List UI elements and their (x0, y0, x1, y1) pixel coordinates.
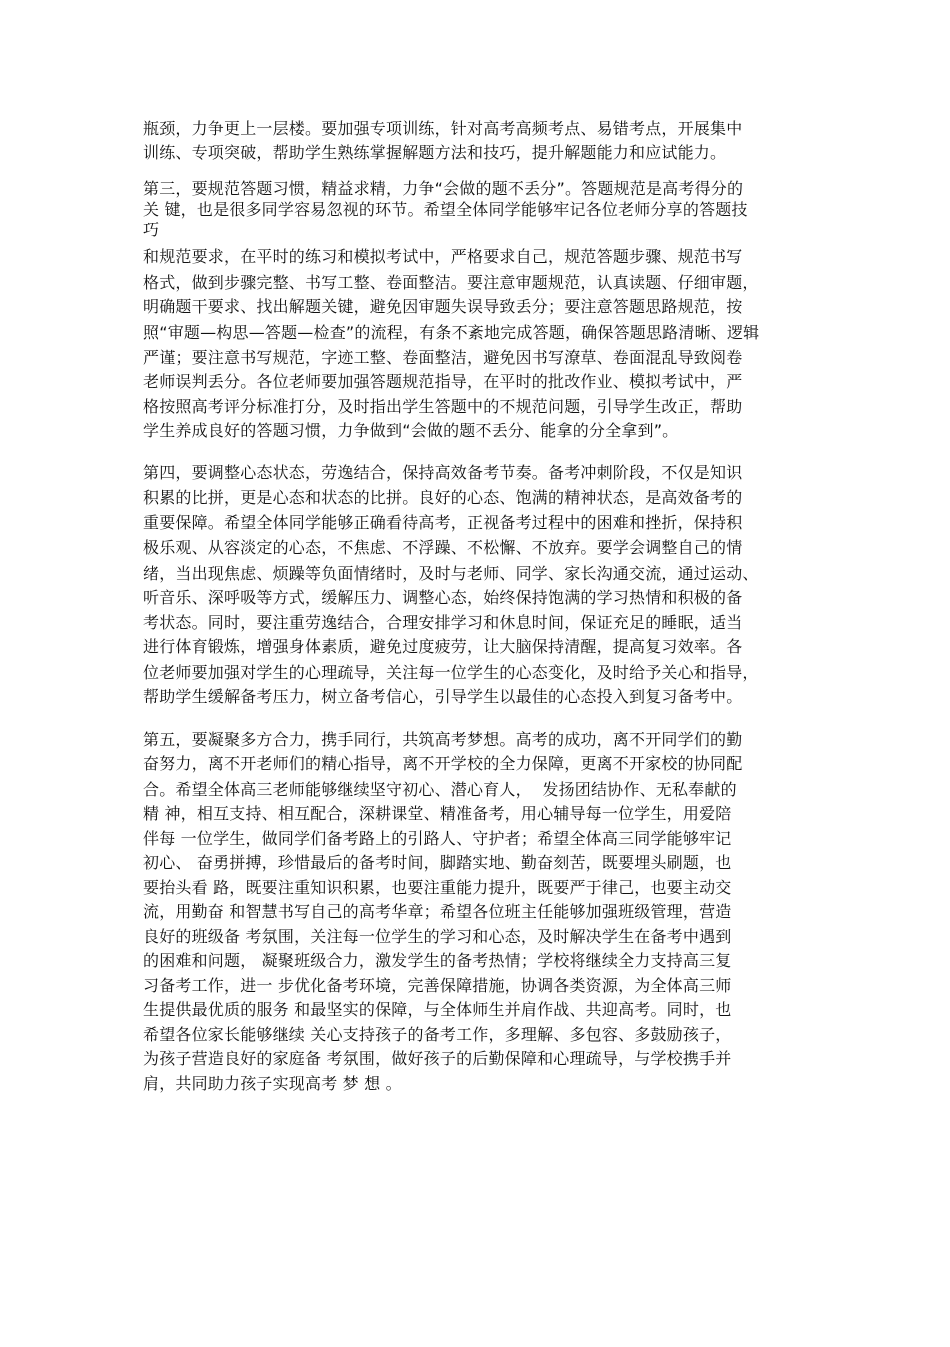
text-line: 第三，要规范答题习惯，精益求精，力争“会做的题不丢分”。答题规范是高考得分的 (143, 179, 744, 198)
text-line: 肩，共同助力孩子实现高考 梦 想 。 (143, 1074, 402, 1093)
text-line: 希望各位家长能够继续 关心支持孩子的备考工作，多理解、多包容、多鼓励孩子， (143, 1025, 732, 1044)
text-line: 为孩子营造良好的家庭备 考氛围，做好孩子的后勤保障和心理疏导，与学校携手并 (143, 1049, 732, 1068)
text-line: 考状态。同时，要注重劳逸结合，合理安排学习和休息时间，保证充足的睡眠，适当 (143, 613, 743, 632)
text-line: 进行体育锻炼，增强身体素质，避免过度疲劳，让大脑保持清醒，提高复习效率。各 (143, 637, 743, 656)
text-line: 要抬头看 路，既要注重知识积累，也要注重能力提升，既要严于律己，也要主动交 (143, 878, 732, 897)
text-line: 习备考工作，进一 步优化备考环境，完善保障措施，协调各类资源，为全体高三师 (143, 976, 732, 995)
text-line: 积累的比拼，更是心态和状态的比拼。良好的心态、饱满的精神状态，是高效备考的 (143, 488, 743, 507)
text-line: 流，用勤奋 和智慧书写自己的高考华章；希望各位班主任能够加强班级管理，营造 (143, 902, 732, 921)
text-line: 帮助学生缓解备考压力，树立备考信心，引导学生以最佳的心态投入到复习备考中。 (143, 687, 743, 706)
text-line: 巧 (143, 220, 160, 239)
text-line: 精 神，相互支持、相互配合，深耕课堂、精准备考，用心辅导每一位学生，用爱陪 (143, 804, 732, 823)
text-line: 良好的班级备 考氛围，关注每一位学生的学习和心态，及时解决学生在备考中遇到 (143, 927, 732, 946)
text-line: 和规范要求，在平时的练习和模拟考试中，严格要求自己，规范答题步骤、规范书写 (143, 247, 743, 266)
text-line: 第四，要调整心态状态，劳逸结合，保持高效备考节奏。备考冲刺阶段，不仅是知识 (143, 463, 743, 482)
text-line: 照“审题—构思—答题—检查”的流程，有条不紊地完成答题，确保答题思路清晰、逻辑 (143, 323, 760, 342)
text-line: 伴每 一位学生，做同学们备考路上的引路人、守护者；希望全体高三同学能够牢记 (143, 829, 732, 848)
text-line: 奋努力，离不开老师们的精心指导，离不开学校的全力保障，更离不开家校的协同配 (143, 754, 743, 773)
text-line: 绪，当出现焦虑、烦躁等负面情绪时，及时与老师、同学、家长沟通交流，通过运动、 (143, 564, 759, 583)
text-line: 极乐观、从容淡定的心态，不焦虑、不浮躁、不松懈、不放弃。要学会调整自己的情 (143, 538, 743, 557)
text-line: 格按照高考评分标准打分，及时指出学生答题中的不规范问题，引导学生改正，帮助 (143, 397, 743, 416)
text-line: 关 键，也是很多同学容易忽视的环节。希望全体同学能够牢记各位老师分享的答题技 (143, 200, 748, 219)
text-line: 老师误判丢分。各位老师要加强答题规范指导，在平时的批改作业、模拟考试中，严 (143, 372, 743, 391)
text-line: 初心、 奋勇拼搏，珍惜最后的备考时间，脚踏实地、勤奋刻苦，既要埋头刷题，也 (143, 853, 732, 872)
text-line: 合。希望全体高三老师能够继续坚守初心、潜心育人， 发扬团结协作、无私奉献的 (143, 780, 737, 799)
text-line: 严谨；要注意书写规范，字迹工整、卷面整洁，避免因书写潦草、卷面混乱导致阅卷 (143, 348, 743, 367)
text-line: 听音乐、深呼吸等方式，缓解压力、调整心态，始终保持饱满的学习热情和积极的备 (143, 588, 743, 607)
text-line: 瓶颈，力争更上一层楼。要加强专项训练，针对高考高频考点、易错考点，开展集中 (143, 119, 743, 138)
text-line: 训练、专项突破，帮助学生熟练掌握解题方法和技巧，提升解题能力和应试能力。 (143, 143, 727, 162)
text-line: 位老师要加强对学生的心理疏导，关注每一位学生的心态变化，及时给予关心和指导， (143, 663, 759, 682)
text-line: 第五，要凝聚多方合力，携手同行，共筑高考梦想。高考的成功，离不开同学们的勤 (143, 730, 743, 749)
text-line: 明确题干要求、找出解题关键，避免因审题失误导致丢分；要注意答题思路规范，按 (143, 297, 743, 316)
text-line: 重要保障。希望全体同学能够正确看待高考，正视备考过程中的困难和挫折，保持积 (143, 513, 743, 532)
text-line: 格式，做到步骤完整、书写工整、卷面整洁。要注意审题规范，认真读题、仔细审题， (143, 273, 759, 292)
text-line: 学生养成良好的答题习惯，力争做到“会做的题不丢分、能拿的分全拿到”。 (143, 421, 679, 440)
text-line: 生提供最优质的服务 和最坚实的保障，与全体师生并肩作战、共迎高考。同时，也 (143, 1000, 732, 1019)
text-line: 的困难和问题， 凝聚班级合力，激发学生的备考热情；学校将继续全力支持高三复 (143, 951, 732, 970)
